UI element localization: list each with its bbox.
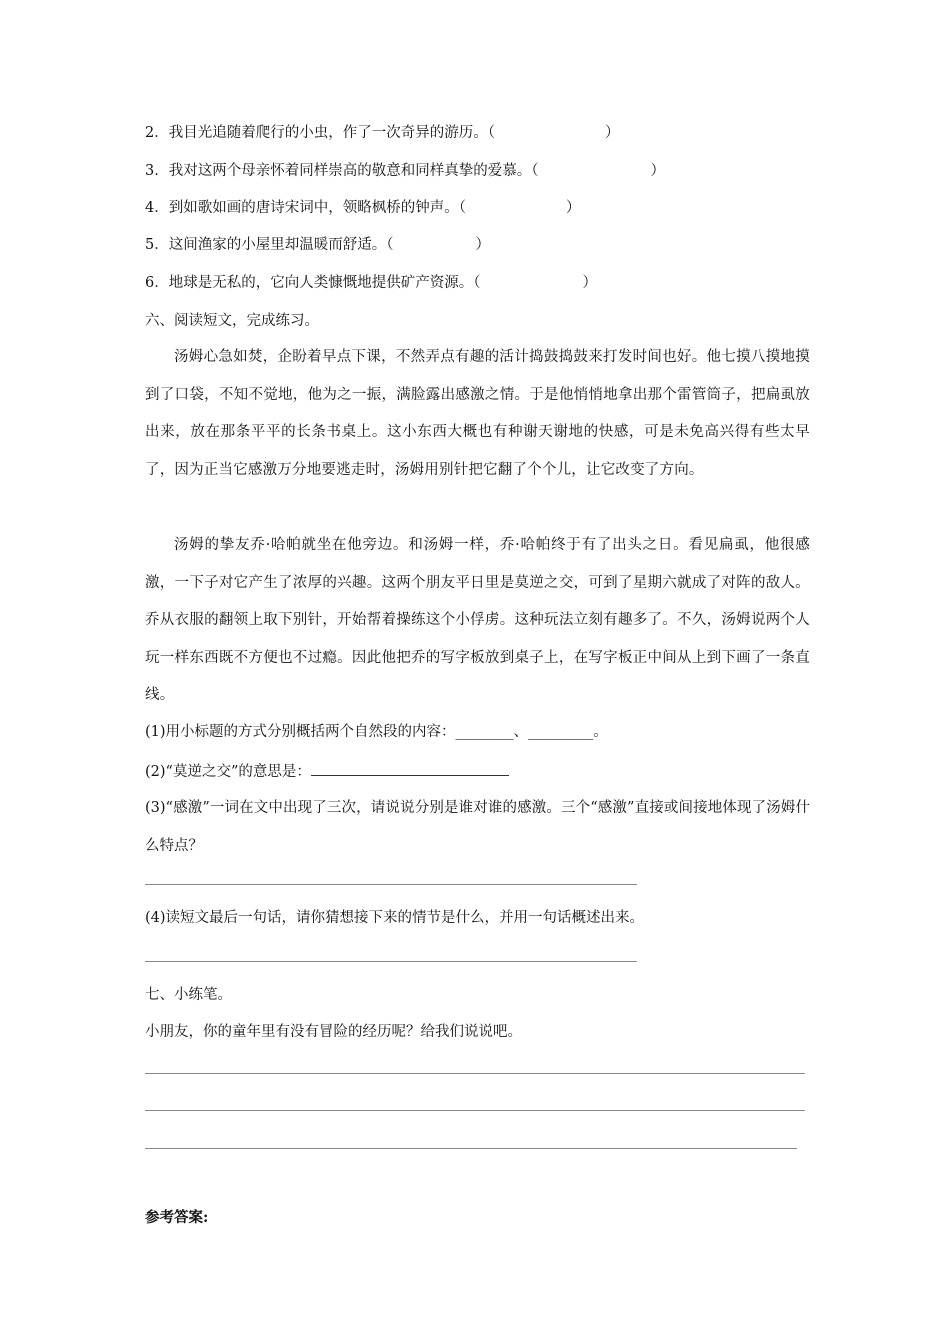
section7-heading: 七、小练笔。 bbox=[145, 987, 232, 1003]
item-6: 6．地球是无私的，它向人类慷慨地提供矿产资源。（ ） bbox=[145, 275, 597, 291]
answers-heading: 参考答案: bbox=[145, 1209, 209, 1226]
item-5: 5．这间渔家的小屋里却温暖而舒适。（ ） bbox=[145, 237, 490, 253]
writing-line bbox=[145, 1148, 797, 1149]
question-1: (1)用小标题的方式分别概括两个自然段的内容：________、_________。 bbox=[145, 724, 608, 740]
writing-line bbox=[145, 1073, 805, 1074]
writing-prompt: 小朋友，你的童年里有没有冒险的经历呢？给我们说说吧。 bbox=[145, 1024, 522, 1040]
question-2: (2)“莫逆之交”的意思是： bbox=[145, 761, 509, 782]
item-4: 4．到如歌如画的唐诗宋词中，领略枫桥的钟声。（ ） bbox=[145, 200, 581, 216]
answer-line bbox=[145, 884, 637, 885]
answer-line bbox=[145, 961, 637, 962]
item-2: 2．我目光追随着爬行的小虫，作了一次奇异的游历。（ ） bbox=[145, 125, 620, 141]
passage-paragraph-2: 汤姆的挚友乔·哈帕就坐在他旁边。和汤姆一样，乔·哈帕终于有了出头之日。看见扁虱，他很感激，一下子对它产生了浓厚的兴趣。这两个朋友平日里是莫逆之交，可到了星期六就成了对阵的敌人。乔从衣服的翻领上取下别针，开始帮着操练这个小俘虏。这种玩法立刻有趣多了。不久，汤姆说两个人玩一样东西既不方便也不过瘾。因此他把乔的写字板放到桌子上，在写字板正中间从上到下画了一条直线。 bbox=[145, 537, 810, 703]
question-3: (3)“感激”一词在文中出现了三次，请说说分别是谁对谁的感激。三个“感激”直接或间接地体现了汤姆什么特点？ bbox=[145, 800, 810, 854]
writing-line bbox=[145, 1110, 805, 1111]
question-4: (4)读短文最后一句话，请你猜想接下来的情节是什么，并用一句话概述出来。 bbox=[145, 910, 645, 926]
item-3: 3．我对这两个母亲怀着同样崇高的敬意和同样真挚的爱慕。（ ） bbox=[145, 163, 665, 179]
passage-paragraph-1: 汤姆心急如焚，企盼着早点下课，不然弄点有趣的活计捣鼓捣鼓来打发时间也好。他七摸八摸地摸到了口袋，不知不觉地，他为之一振，满脸露出感激之情。于是他悄悄地拿出那个雷管筒子，把扁虱放出来，放在那条平平的长条书桌上。这小东西大概也有种谢天谢地的快感，可是未免高兴得有些太早了，因为正当它感激万分地要逃走时，汤姆用别针把它翻了个个儿，让它改变了方向。 bbox=[145, 349, 810, 478]
section6-heading: 六、阅读短文，完成练习。 bbox=[145, 313, 319, 329]
answer-line bbox=[311, 761, 509, 776]
